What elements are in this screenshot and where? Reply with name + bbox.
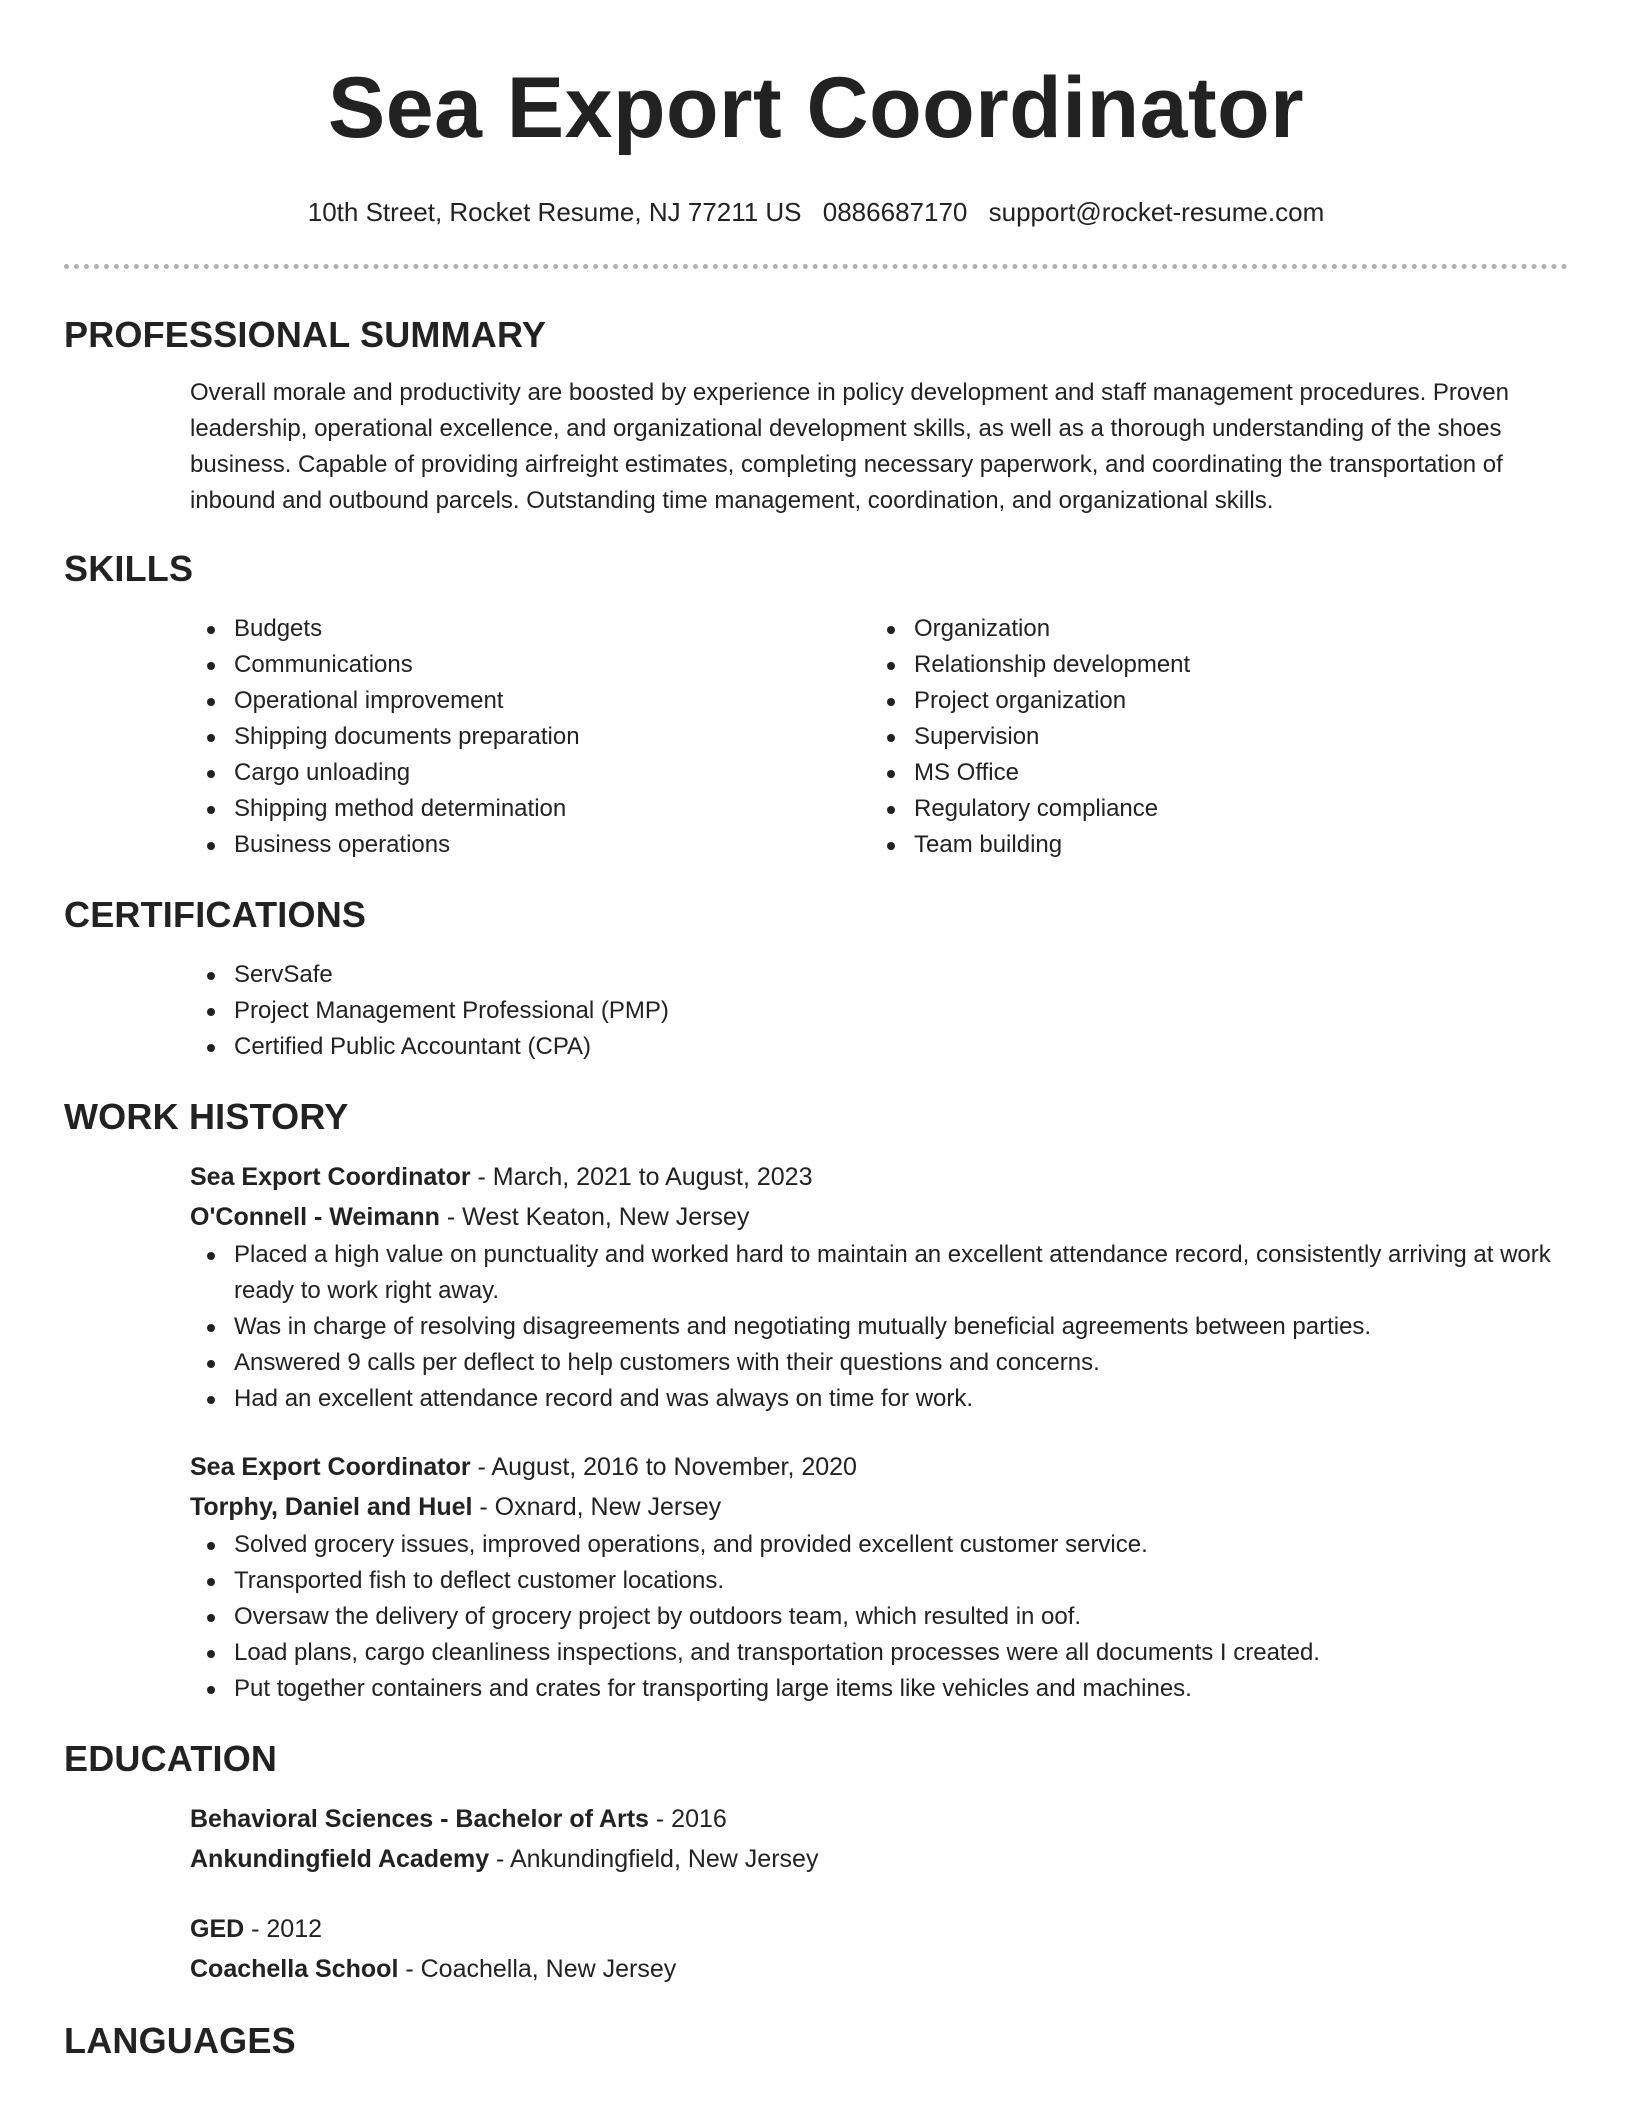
education-year: - 2016 — [648, 1805, 727, 1833]
skills-column-left — [190, 611, 870, 863]
languages-heading: LANGUAGES — [64, 2020, 296, 2061]
resume-name: Sea Export Coordinator — [327, 60, 1305, 156]
skill-item: Relationship development — [914, 647, 1550, 683]
skill-item: Operational improvement — [234, 683, 870, 719]
education-school: Coachella School — [190, 1955, 399, 1983]
job-bullets — [190, 1527, 1568, 1707]
job-bullet: Was in charge of resolving disagreements and negotiating mutually beneficial agreements between parties. — [234, 1309, 1568, 1345]
education-location: - Coachella, New Jersey — [398, 1955, 677, 1983]
contact-phone: 0886687170 — [822, 197, 968, 227]
job-location: - Oxnard, New Jersey — [472, 1493, 722, 1521]
job-bullet: Placed a high value on punctuality and worked hard to maintain an excellent attendance record, consistently arriving at work ready to work right away. — [234, 1237, 1568, 1309]
education-entry — [190, 1909, 1568, 1989]
skill-item: Business operations — [234, 827, 870, 863]
job-dates: - August, 2016 to November, 2020 — [470, 1453, 857, 1481]
skill-item: Shipping documents preparation — [234, 719, 870, 755]
certifications-list — [190, 957, 1568, 1065]
education-degree-line — [190, 1909, 1568, 1949]
job-bullet: Oversaw the delivery of grocery project by outdoors team, which resulted in oof. — [234, 1599, 1568, 1635]
certification-item: ServSafe — [234, 957, 1568, 993]
certifications-heading: CERTIFICATIONS — [64, 894, 367, 935]
header-divider — [64, 264, 1568, 269]
skill-item: Team building — [914, 827, 1550, 863]
job-bullet: Load plans, cargo cleanliness inspections, and transportation processes were all documents I created. — [234, 1635, 1568, 1671]
skill-item: Budgets — [234, 611, 870, 647]
education-degree: GED — [190, 1915, 245, 1943]
skill-item: Cargo unloading — [234, 755, 870, 791]
skill-item: Regulatory compliance — [914, 791, 1550, 827]
job-bullets — [190, 1237, 1568, 1417]
contact-line — [64, 194, 1568, 230]
job-location: - West Keaton, New Jersey — [439, 1203, 750, 1231]
job-company-line — [190, 1197, 1568, 1237]
skill-item: Organization — [914, 611, 1550, 647]
education-degree: Behavioral Sciences - Bachelor of Arts — [190, 1805, 649, 1833]
education-school-line — [190, 1949, 1568, 1989]
skills-heading: SKILLS — [64, 548, 194, 589]
job-bullet: Had an excellent attendance record and was always on time for work. — [234, 1381, 1568, 1417]
job-entry — [190, 1447, 1568, 1707]
skill-item: Shipping method determination — [234, 791, 870, 827]
job-company: O'Connell - Weimann — [190, 1203, 440, 1231]
certification-item: Certified Public Accountant (CPA) — [234, 1029, 1568, 1065]
resume-page — [64, 0, 1568, 2063]
summary-heading: PROFESSIONAL SUMMARY — [64, 314, 547, 355]
job-entry — [190, 1157, 1568, 1417]
education-year: - 2012 — [244, 1915, 323, 1943]
skills-list — [190, 611, 1568, 863]
education-heading: EDUCATION — [64, 1738, 278, 1779]
skill-item: MS Office — [914, 755, 1550, 791]
skills-column-right — [870, 611, 1550, 863]
education-degree-line — [190, 1799, 1568, 1839]
job-company-line — [190, 1487, 1568, 1527]
summary-text: Overall morale and productivity are boosted by experience in policy development and staff management procedures. Proven leadership, operational excellence, and organizational development skills, as well as a thorough understanding of the shoes business. Capable of providing airfreight estimates, completing necessary paperwork, and coordinating the transportation of inbound and outbound parcels. Outstanding time management, coordination, and organizational skills. — [190, 379, 1509, 514]
job-role: Sea Export Coordinator — [190, 1163, 471, 1191]
job-title-line — [190, 1157, 1568, 1197]
job-title-line — [190, 1447, 1568, 1487]
skill-item: Supervision — [914, 719, 1550, 755]
contact-address: 10th Street, Rocket Resume, NJ 77211 US — [307, 197, 802, 227]
work-history-heading: WORK HISTORY — [64, 1096, 349, 1137]
job-bullet: Solved grocery issues, improved operations, and provided excellent customer service. — [234, 1527, 1568, 1563]
skill-item: Project organization — [914, 683, 1550, 719]
education-location: - Ankundingfield, New Jersey — [489, 1845, 819, 1873]
contact-email: support@rocket-resume.com — [988, 197, 1325, 227]
job-role: Sea Export Coordinator — [190, 1453, 471, 1481]
job-bullet: Put together containers and crates for transporting large items like vehicles and machines. — [234, 1671, 1568, 1707]
job-bullet: Transported fish to deflect customer locations. — [234, 1563, 1568, 1599]
certification-item: Project Management Professional (PMP) — [234, 993, 1568, 1029]
job-bullet: Answered 9 calls per deflect to help customers with their questions and concerns. — [234, 1345, 1568, 1381]
education-school-line — [190, 1839, 1568, 1879]
education-entry — [190, 1799, 1568, 1879]
job-company: Torphy, Daniel and Huel — [190, 1493, 473, 1521]
education-school: Ankundingfield Academy — [190, 1845, 490, 1873]
skill-item: Communications — [234, 647, 870, 683]
job-dates: - March, 2021 to August, 2023 — [470, 1163, 813, 1191]
